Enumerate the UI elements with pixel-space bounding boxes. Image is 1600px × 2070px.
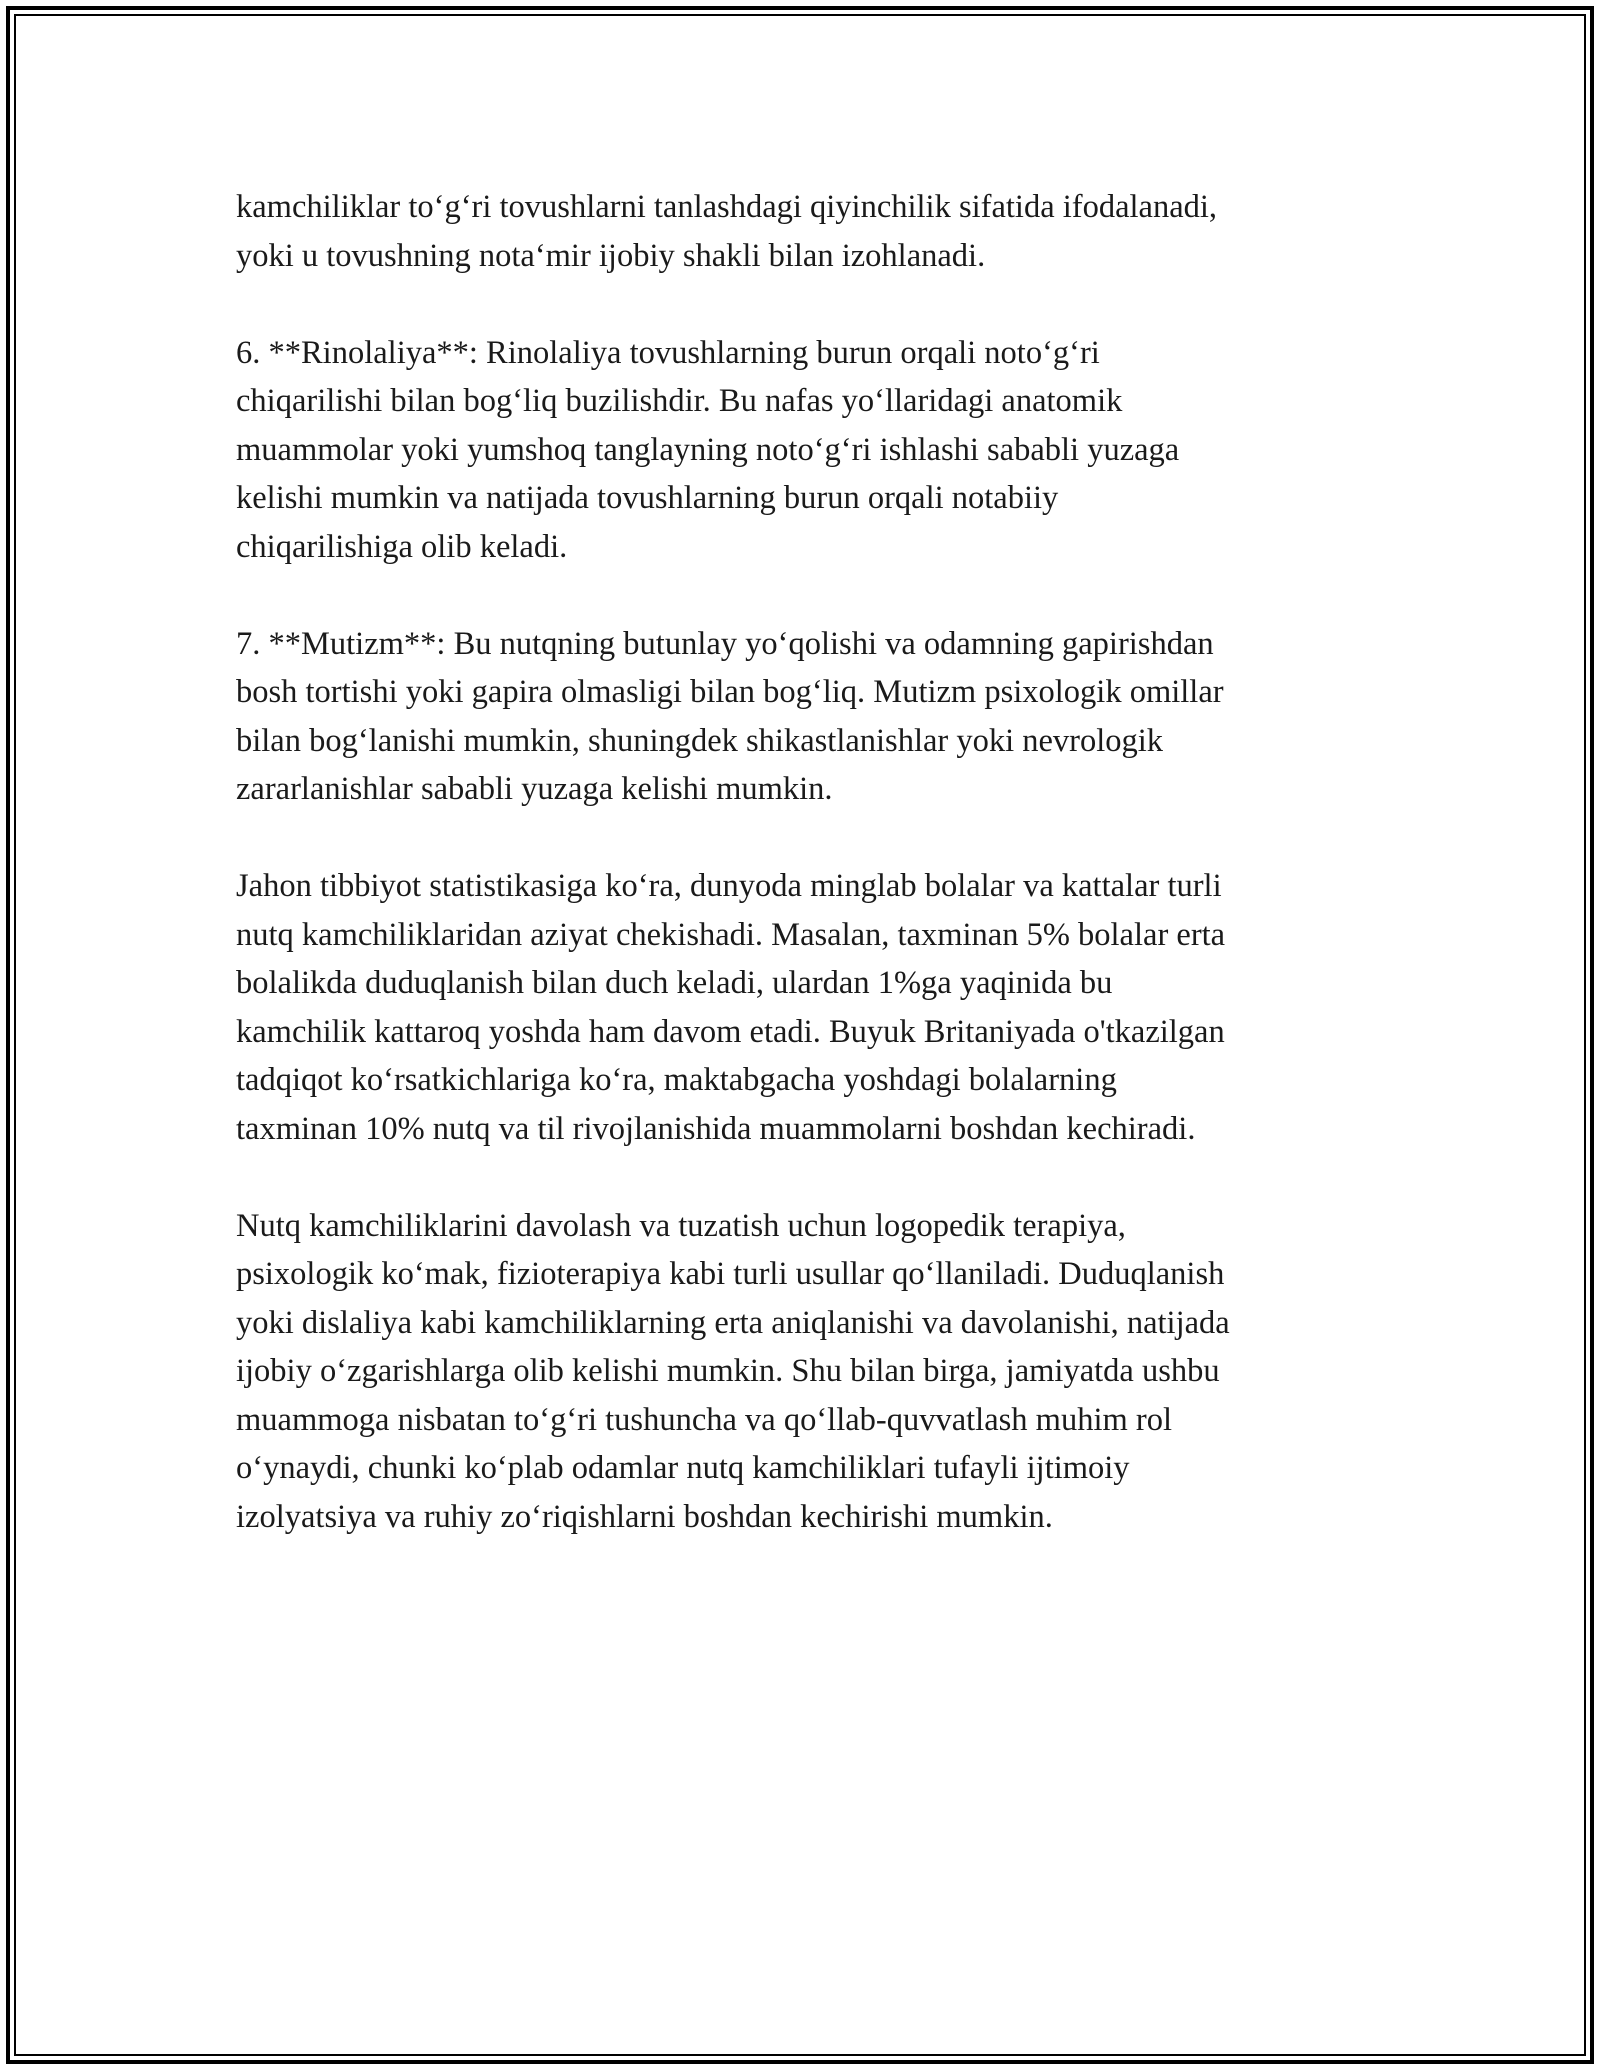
text-line: Nutq kamchiliklarini davolash va tuzatish uchun logopedik terapiya,	[236, 1207, 1126, 1244]
text-line: chiqarilishiga olib keladi.	[236, 528, 568, 565]
paragraph-statistics	[236, 862, 1366, 1153]
text-line: kelishi mumkin va natijada tovushlarning burun orqali notabiiy	[236, 480, 1059, 516]
text-line: nutq kamchiliklaridan aziyat chekishadi. Masalan, taxminan 5% bolalar erta	[236, 916, 1226, 953]
text-line: yoki dislaliya kabi kamchiliklarning erta aniqlanishi va davolanishi, natijada	[236, 1304, 1230, 1341]
paragraph-continuation	[236, 183, 1366, 280]
text-line: taxminan 10% nutq va til rivojlanishida muammolarni boshdan kechiradi.	[236, 1110, 1196, 1147]
text-line: muammoga nisbatan to‘g‘ri tushuncha va qo‘llab-quvvatlash muhim rol	[236, 1401, 1172, 1438]
text-line: 6. **Rinolaliya**: Rinolaliya tovushlarning burun orqali noto‘g‘ri	[236, 334, 1100, 371]
text-line: bosh tortishi yoki gapira olmasligi bilan bog‘liq. Mutizm psixologik omillar	[236, 674, 1224, 710]
paragraph-mutizm	[236, 620, 1366, 814]
paragraph-rinolaliya	[236, 329, 1366, 572]
text-line: bolalikda duduqlanish bilan duch keladi, ulardan 1%ga yaqinida bu	[236, 965, 1113, 1001]
text-line: bilan bog‘lanishi mumkin, shuningdek shikastlanishlar yoki nevrologik	[236, 722, 1164, 759]
text-line: chiqarilishi bilan bog‘liq buzilishdir. Bu nafas yo‘llaridagi anatomik	[236, 383, 1123, 419]
document-body	[236, 183, 1366, 1590]
paragraph-treatment	[236, 1202, 1366, 1542]
text-line: psixologik ko‘mak, fizioterapiya kabi turli usullar qo‘llaniladi. Duduqlanish	[236, 1256, 1225, 1292]
text-line: yoki u tovushning nota‘mir ijobiy shakli bilan izohlanadi.	[236, 237, 986, 274]
text-line: 7. **Mutizm**: Bu nutqning butunlay yo‘qolishi va odamning gapirishdan	[236, 625, 1214, 662]
text-line: muammolar yoki yumshoq tanglayning noto‘g‘ri ishlashi sababli yuzaga	[236, 431, 1180, 468]
text-line: tadqiqot ko‘rsatkichlariga ko‘ra, maktabgacha yoshdagi bolalarning	[236, 1062, 1117, 1098]
text-line: o‘ynaydi, chunki ko‘plab odamlar nutq kamchiliklari tufayli ijtimoiy	[236, 1450, 1130, 1486]
text-line: kamchiliklar to‘g‘ri tovushlarni tanlashdagi qiyinchilik sifatida ifodalanadi,	[236, 189, 1218, 225]
text-line: kamchilik kattaroq yoshda ham davom etadi. Buyuk Britaniyada o'tkazilgan	[236, 1013, 1225, 1050]
text-line: ijobiy o‘zgarishlarga olib kelishi mumkin. Shu bilan birga, jamiyatda ushbu	[236, 1353, 1220, 1389]
text-line: zararlanishlar sababli yuzaga kelishi mumkin.	[236, 771, 833, 807]
text-line: izolyatsiya va ruhiy zo‘riqishlarni boshdan kechirishi mumkin.	[236, 1498, 1053, 1535]
text-line: Jahon tibbiyot statistikasiga ko‘ra, dunyoda minglab bolalar va kattalar turli	[236, 868, 1222, 904]
